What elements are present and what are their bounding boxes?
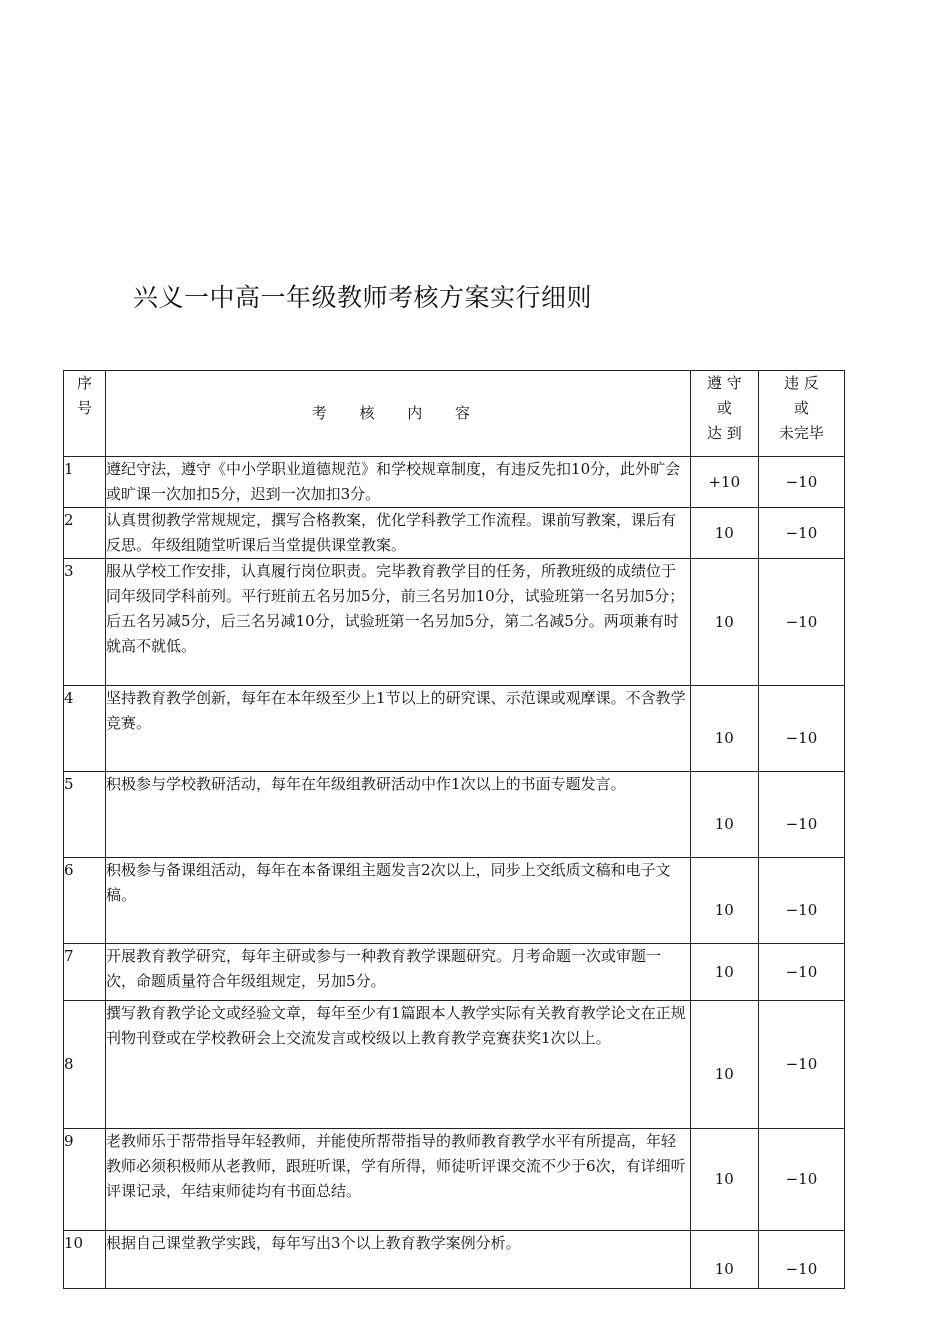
row-comply-score: 10: [690, 686, 758, 772]
row-comply-score: 10: [690, 1001, 758, 1129]
row-number: 1: [64, 457, 106, 508]
header-serial-number: 序 号: [64, 371, 106, 457]
table-row: [64, 508, 845, 559]
row-comply-score: 10: [690, 772, 758, 858]
row-comply-score: 10: [690, 944, 758, 1001]
row-comply-score: 10: [690, 508, 758, 559]
row-comply-score: 10: [690, 1231, 758, 1289]
row-number: 5: [64, 772, 106, 858]
row-content: 开展教育教学研究，每年主研或参与一种教育教学课题研究。月考命题一次或审题一次，命题质量符合年级组规定，另加5分。: [106, 944, 691, 1001]
table-row: [64, 457, 845, 508]
row-violate-score: −10: [758, 1001, 844, 1129]
header-comply-score: 遵 守 或 达 到: [690, 371, 758, 457]
header-violate-score: 违 反 或 未完毕: [758, 371, 844, 457]
row-number: 2: [64, 508, 106, 559]
table-header-row: [64, 371, 845, 457]
row-content: 认真贯彻教学常规规定，撰写合格教案，优化学科教学工作流程。课前写教案，课后有反思。年级组随堂听课后当堂提供课堂教案。: [106, 508, 691, 559]
row-violate-score: −10: [758, 559, 844, 686]
table-row: [64, 772, 845, 858]
row-number: 7: [64, 944, 106, 1001]
table-row: [64, 1129, 845, 1231]
table-row: [64, 559, 845, 686]
row-comply-score: 10: [690, 1129, 758, 1231]
row-number: 6: [64, 858, 106, 944]
table-row: [64, 1231, 845, 1289]
row-content: 积极参与备课组活动，每年在本备课组主题发言2次以上，同步上交纸质文稿和电子文稿。: [106, 858, 691, 944]
row-content: 坚持教育教学创新，每年在本年级至少上1节以上的研究课、示范课或观摩课。不含教学竞赛。: [106, 686, 691, 772]
row-number: 3: [64, 559, 106, 686]
row-comply-score: 10: [690, 559, 758, 686]
row-violate-score: −10: [758, 1129, 844, 1231]
row-violate-score: −10: [758, 457, 844, 508]
row-content: 老教师乐于帮带指导年轻教师，并能使所帮带指导的教师教育教学水平有所提高，年轻教师必须积极师从老教师，跟班听课，学有所得，师徒听评课交流不少于6次，有详细听评课记录，年结束师徒均有书面总结。: [106, 1129, 691, 1231]
row-number: 4: [64, 686, 106, 772]
row-number: 10: [64, 1231, 106, 1289]
row-content: 服从学校工作安排，认真履行岗位职责。完毕教育教学目的任务，所教班级的成绩位于同年级同学科前列。平行班前五名另加5分，前三名另加10分，试验班第一名另加5分；后五名另减5分，后三名另减10分，试验班第一名另加5分，第二名减5分。两项兼有时就高不就低。: [106, 559, 691, 686]
table-row: [64, 858, 845, 944]
document-title: 兴义一中高一年级教师考核方案实行细则: [133, 283, 593, 312]
row-number: 8: [64, 1001, 106, 1129]
row-violate-score: −10: [758, 944, 844, 1001]
row-content: 积极参与学校教研活动，每年在年级组教研活动中作1次以上的书面专题发言。: [106, 772, 691, 858]
row-content: 撰写教育教学论文或经验文章，每年至少有1篇跟本人教学实际有关教育教学论文在正规刊物刊登或在学校教研会上交流发言或校级以上教育教学竞赛获奖1次以上。: [106, 1001, 691, 1129]
header-assessment-content: 考 核 内 容: [106, 371, 691, 457]
row-content: 根据自己课堂教学实践，每年写出3个以上教育教学案例分析。: [106, 1231, 691, 1289]
row-comply-score: +10: [690, 457, 758, 508]
row-violate-score: −10: [758, 686, 844, 772]
assessment-table: [63, 370, 845, 1289]
row-violate-score: −10: [758, 1231, 844, 1289]
row-number: 9: [64, 1129, 106, 1231]
row-violate-score: −10: [758, 772, 844, 858]
table-row: [64, 1001, 845, 1129]
row-content: 遵纪守法，遵守《中小学职业道德规范》和学校规章制度，有违反先扣10分，此外旷会或旷课一次加扣5分，迟到一次加扣3分。: [106, 457, 691, 508]
row-comply-score: 10: [690, 858, 758, 944]
row-violate-score: −10: [758, 508, 844, 559]
table-row: [64, 944, 845, 1001]
row-violate-score: −10: [758, 858, 844, 944]
table-row: [64, 686, 845, 772]
